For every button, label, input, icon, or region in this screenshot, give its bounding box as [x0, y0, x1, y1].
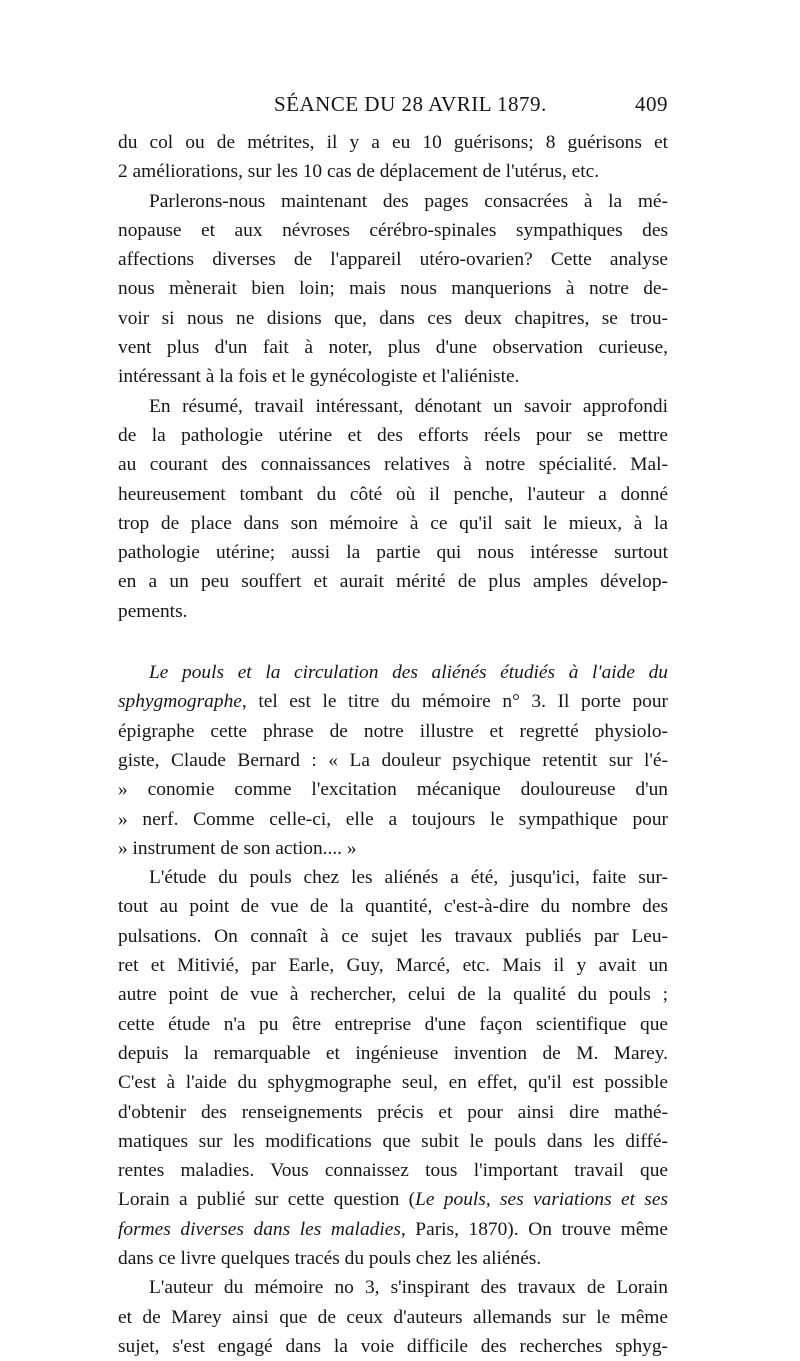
- text-line: épigraphe cette phrase de notre illustre et regretté physiolo-: [118, 720, 668, 742]
- memoir-title: Le pouls et la circulation des aliénés étudiés à l'aide du: [149, 662, 668, 684]
- text-line: depuis la remarquable et ingénieuse invention de M. Marey.: [118, 1042, 668, 1064]
- page-number: 409: [635, 92, 668, 116]
- text-line: L'auteur du mémoire no 3, s'inspirant des travaux de Lorain: [149, 1277, 668, 1299]
- italic-span: sphygmographe: [118, 691, 242, 713]
- text-line-with-title: [118, 658, 668, 687]
- text-line: et de Marey ainsi que de ceux d'auteurs allemands sur le même: [118, 1306, 668, 1328]
- text-line: nous mènerait bien loin; mais nous manquerions à notre de-: [118, 278, 668, 300]
- text-line: en a un peu souffert et aurait mérité de plus amples dévelop-: [118, 571, 668, 593]
- text-line: rentes maladies. Vous connaissez tous l'important travail que: [118, 1160, 668, 1182]
- text-line: giste, Claude Bernard : « La douleur psychique retentit sur l'é-: [118, 749, 668, 771]
- text-line: trop de place dans son mémoire à ce qu'il sait le mieux, à la: [118, 512, 668, 534]
- text-line: matiques sur les modifications que subit le pouls dans les diffé-: [118, 1130, 668, 1152]
- text-line: cette étude n'a pu être entreprise d'une façon scientifique que: [118, 1013, 668, 1035]
- text-line: ret et Mitivié, par Earle, Guy, Marcé, etc. Mais il y avait un: [118, 955, 668, 977]
- text-line: vent plus d'un fait à noter, plus d'une observation curieuse,: [118, 337, 668, 359]
- paragraph-gap: [118, 626, 668, 658]
- text-line: voir si nous ne disions que, dans ces deux chapitres, se trou-: [118, 307, 668, 329]
- text-line: L'étude du pouls chez les aliénés a été, jusqu'ici, faite sur-: [149, 867, 668, 889]
- text-line: En résumé, travail intéressant, dénotant un savoir approfondi: [149, 395, 668, 417]
- text-line: d'obtenir des renseignements précis et pour ainsi dire mathé-: [118, 1101, 668, 1123]
- text-line: » nerf. Comme celle-ci, elle a toujours le sympathique pour: [118, 808, 668, 830]
- text-line: 2 améliorations, sur les 10 cas de déplacement de l'utérus, etc.: [118, 161, 600, 183]
- text-line: pathologie utérine; aussi la partie qui nous intéresse surtout: [118, 542, 668, 564]
- italic-span: Le pouls, ses variations et ses: [415, 1189, 668, 1211]
- text-line: de la pathologie utérine et des efforts réels pour se mettre: [118, 424, 668, 446]
- text-line: nopause et aux névroses cérébro-spinales sympathiques des: [118, 219, 668, 241]
- text-line: autre point de vue à rechercher, celui de la qualité du pouls ;: [118, 984, 668, 1006]
- text-line: sujet, s'est engagé dans la voie difficile des recherches sphyg-: [118, 1335, 668, 1357]
- text-line: au courant des connaissances relatives à notre spécialité. Mal-: [118, 454, 668, 476]
- running-head: SÉANCE DU 28 AVRIL 1879.: [274, 92, 547, 116]
- text-line: du col ou de métrites, il y a eu 10 guérisons; 8 guérisons et: [118, 132, 668, 153]
- text-line: » instrument de son action.... »: [118, 837, 357, 859]
- text-line: tout au point de vue de la quantité, c'est-à-dire du nombre des: [118, 896, 668, 918]
- italic-span: formes diverses dans les maladies: [118, 1218, 401, 1240]
- text-line: intéressant à la fois et le gynécologiste et l'aliéniste.: [118, 366, 520, 388]
- text-line: affections diverses de l'appareil utéro-ovarien? Cette analyse: [118, 249, 668, 271]
- text-line: sphygmographe, tel est le titre du mémoire n° 3. Il porte pour: [118, 691, 668, 713]
- text-line: dans ce livre quelques tracés du pouls chez les aliénés.: [118, 1247, 542, 1269]
- text-line: heureusement tombant du côté où il penche, l'auteur a donné: [118, 483, 668, 505]
- text-line: Lorain a publié sur cette question (Le pouls, ses variations et ses: [118, 1189, 668, 1211]
- text-line: pements.: [118, 600, 188, 622]
- text-line: formes diverses dans les maladies, Paris, 1870). On trouve même: [118, 1218, 668, 1240]
- text-line: Parlerons-nous maintenant des pages consacrées à la mé-: [149, 190, 668, 212]
- text-line: C'est à l'aide du sphygmographe seul, en effet, qu'il est possible: [118, 1072, 668, 1094]
- body-text: [118, 128, 668, 1361]
- text-line: » conomie comme l'excitation mécanique douloureuse d'un: [118, 779, 668, 801]
- text-line: pulsations. On connaît à ce sujet les travaux publiés par Leu-: [118, 925, 668, 947]
- page-header: [118, 92, 668, 122]
